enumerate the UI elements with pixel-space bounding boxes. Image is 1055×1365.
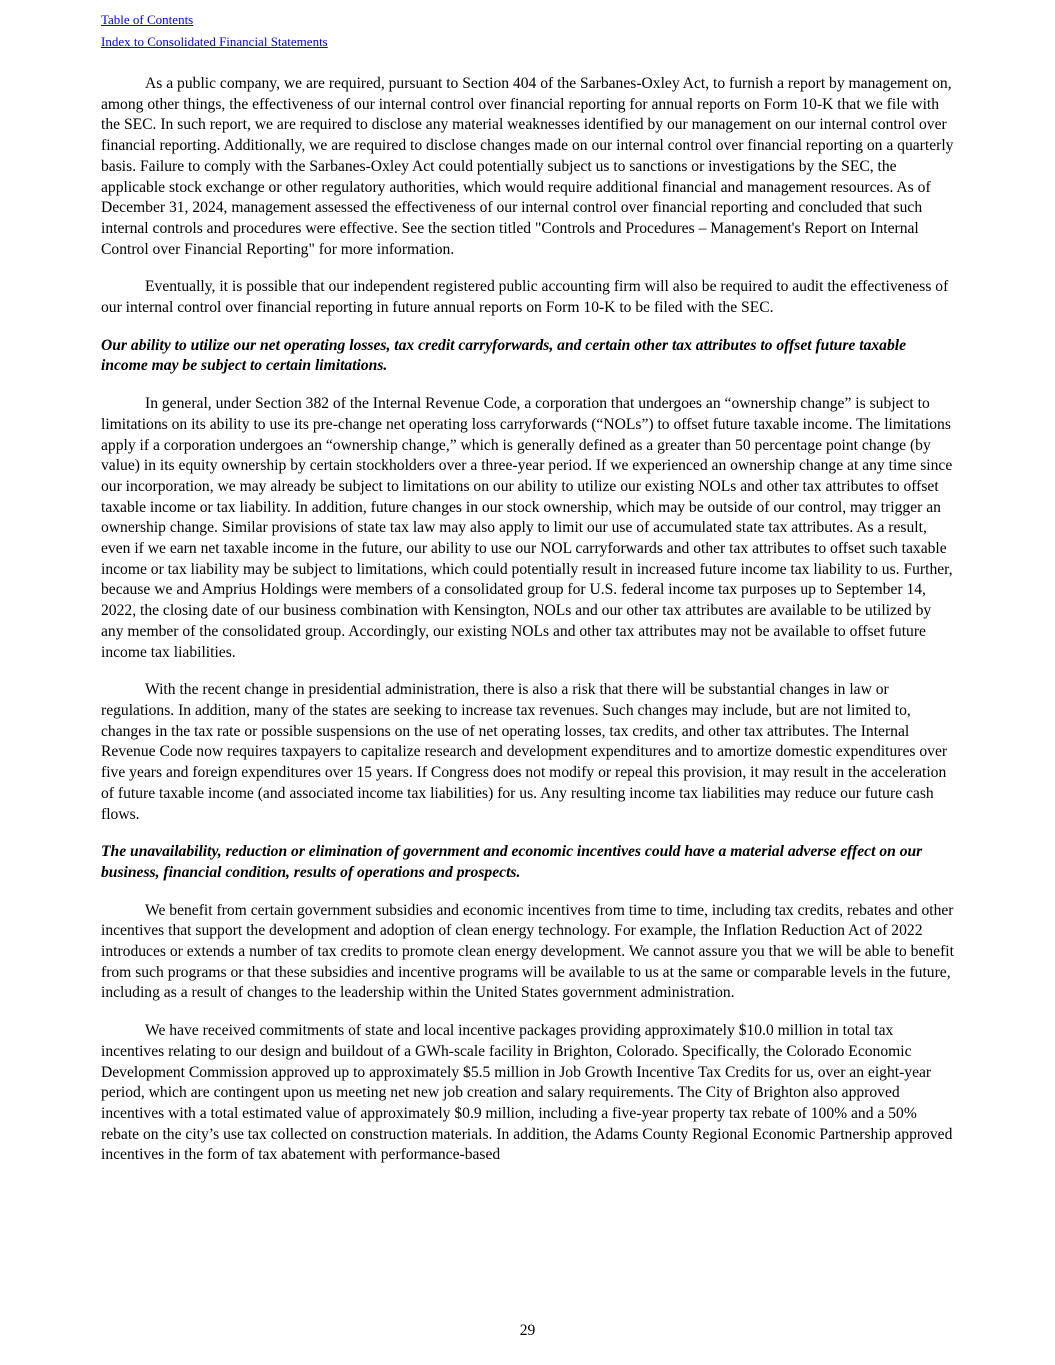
risk-heading-nol-limitations: Our ability to utilize our net operating losses, tax credit carryforwards, and certain other tax attributes to offset future taxable income may be subject to certain limitations.	[101, 336, 907, 375]
risk-heading-government-incentives: The unavailability, reduction or elimination of government and economic incentives could have a material adverse effect on our business, financial condition, results of operations and prospects.	[101, 843, 923, 881]
paragraph-sox-404: As a public company, we are required, pursuant to Section 404 of the Sarbanes-Oxley Act, to furnish a report by management on, among other things, the effectiveness of our internal control over financial reporting for annual reports on Form 10-K that we file with the SEC. In such report, we are required to disclose any material weaknesses identified by our management on our internal control over financial reporting. Additionally, we are required to disclose changes made on our internal control over financial reporting on a quarterly basis. Failure to comply with the Sarbanes-Oxley Act could potentially subject us to sanctions or investigations by the SEC, the applicable stock exchange or other regulatory authorities, which would require additional financial and management resources. As of December 31, 2024, management assessed the effectiveness of our internal control over financial reporting and concluded that such internal controls and procedures were effective. See the section titled "Controls and Procedures – Management's Report on Internal Control over Financial Reporting" for more information.	[101, 75, 954, 258]
paragraph-section-382: In general, under Section 382 of the Internal Revenue Code, a corporation that undergoes an “ownership change” is subject to limitations on its ability to use its pre-change net operating loss carryforwards (“NOLs”) to offset future taxable income. The limitations apply if a corporation undergoes an “ownership change,” which is generally defined as a greater than 50 percentage point change (by value) in its equity ownership by certain stockholders over a three-year period. If we experienced an ownership change at any time since our incorporation, we may already be subject to limitations on our ability to utilize our existing NOLs and other tax attributes to offset taxable income or tax liability. In addition, future changes in our stock ownership, which may be outside of our control, may trigger an ownership change. Similar provisions of state tax law may also apply to limit our use of accumulated state tax attributes. As a result, even if we earn net taxable income in the future, our ability to use our NOL carryforwards and other tax attributes to offset such taxable income or tax liability may be subject to limitations, which could potentially result in increased future income tax liability to us. Further, because we and Amprius Holdings were members of a consolidated group for U.S. federal income tax purposes up to September 14, 2022, the closing date of our business combination with Kensington, NOLs and our other tax attributes are available to be utilized by any member of the consolidated group. Accordingly, our existing NOLs and other tax attributes may not be available to offset future income tax liabilities.	[101, 395, 953, 661]
index-to-financial-statements-link[interactable]: Index to Consolidated Financial Statements	[101, 34, 328, 49]
document-body	[101, 74, 956, 1183]
page-number: 29	[519, 1322, 536, 1339]
paragraph-auditor-attestation: Eventually, it is possible that our independent registered public accounting firm will also be required to audit the effectiveness of our internal control over financial reporting in future annual reports on Form 10-K to be filed with the SEC.	[101, 278, 949, 317]
paragraph-tax-law-changes: With the recent change in presidential administration, there is also a risk that there will be substantial changes in law or regulations. In addition, many of the states are seeking to increase tax revenues. Such changes may include, but are not limited to, changes in the tax rate or possible suspensions on the use of net operating losses, tax credits, and other tax attributes. The Internal Revenue Code now requires taxpayers to capitalize research and development expenditures and to amortize domestic expenditures over five years and foreign expenditures over 15 years. If Congress does not modify or repeal this provision, it may result in the acceleration of future taxable income (and associated income tax liabilities) for us. Any resulting income tax liabilities may reduce our future cash flows.	[101, 681, 948, 823]
paragraph-state-local-incentives: We have received commitments of state and local incentive packages providing approximately $10.0 million in total tax incentives relating to our design and buildout of a GWh-scale facility in Brighton, Colorado. Specifically, the Colorado Economic Development Commission approved up to approximately $5.5 million in Job Growth Incentive Tax Credits for us, over an eight-year period, which are contingent upon us meeting net new job creation and salary requirements. The City of Brighton also approved incentives with a total estimated value of approximately $0.9 million, including a five-year property tax rebate of 100% and a 50% rebate on the city’s use tax collected on construction materials. In addition, the Adams County Regional Economic Partnership approved incentives in the form of tax abatement with performance-based	[101, 1022, 953, 1164]
navigation-links	[101, 9, 328, 53]
table-of-contents-link[interactable]: Table of Contents	[101, 12, 194, 27]
paragraph-government-subsidies: We benefit from certain government subsidies and economic incentives from time to time, including tax credits, rebates and other incentives that support the development and adoption of clean energy technology. For example, the Inflation Reduction Act of 2022 introduces or extends a number of tax credits to promote clean energy development. We cannot assure you that we will be able to benefit from such programs or that these subsidies and incentive programs will be available to us at the same or comparable levels in the future, including as a result of changes to the leadership within the United States government administration.	[101, 901, 954, 1002]
